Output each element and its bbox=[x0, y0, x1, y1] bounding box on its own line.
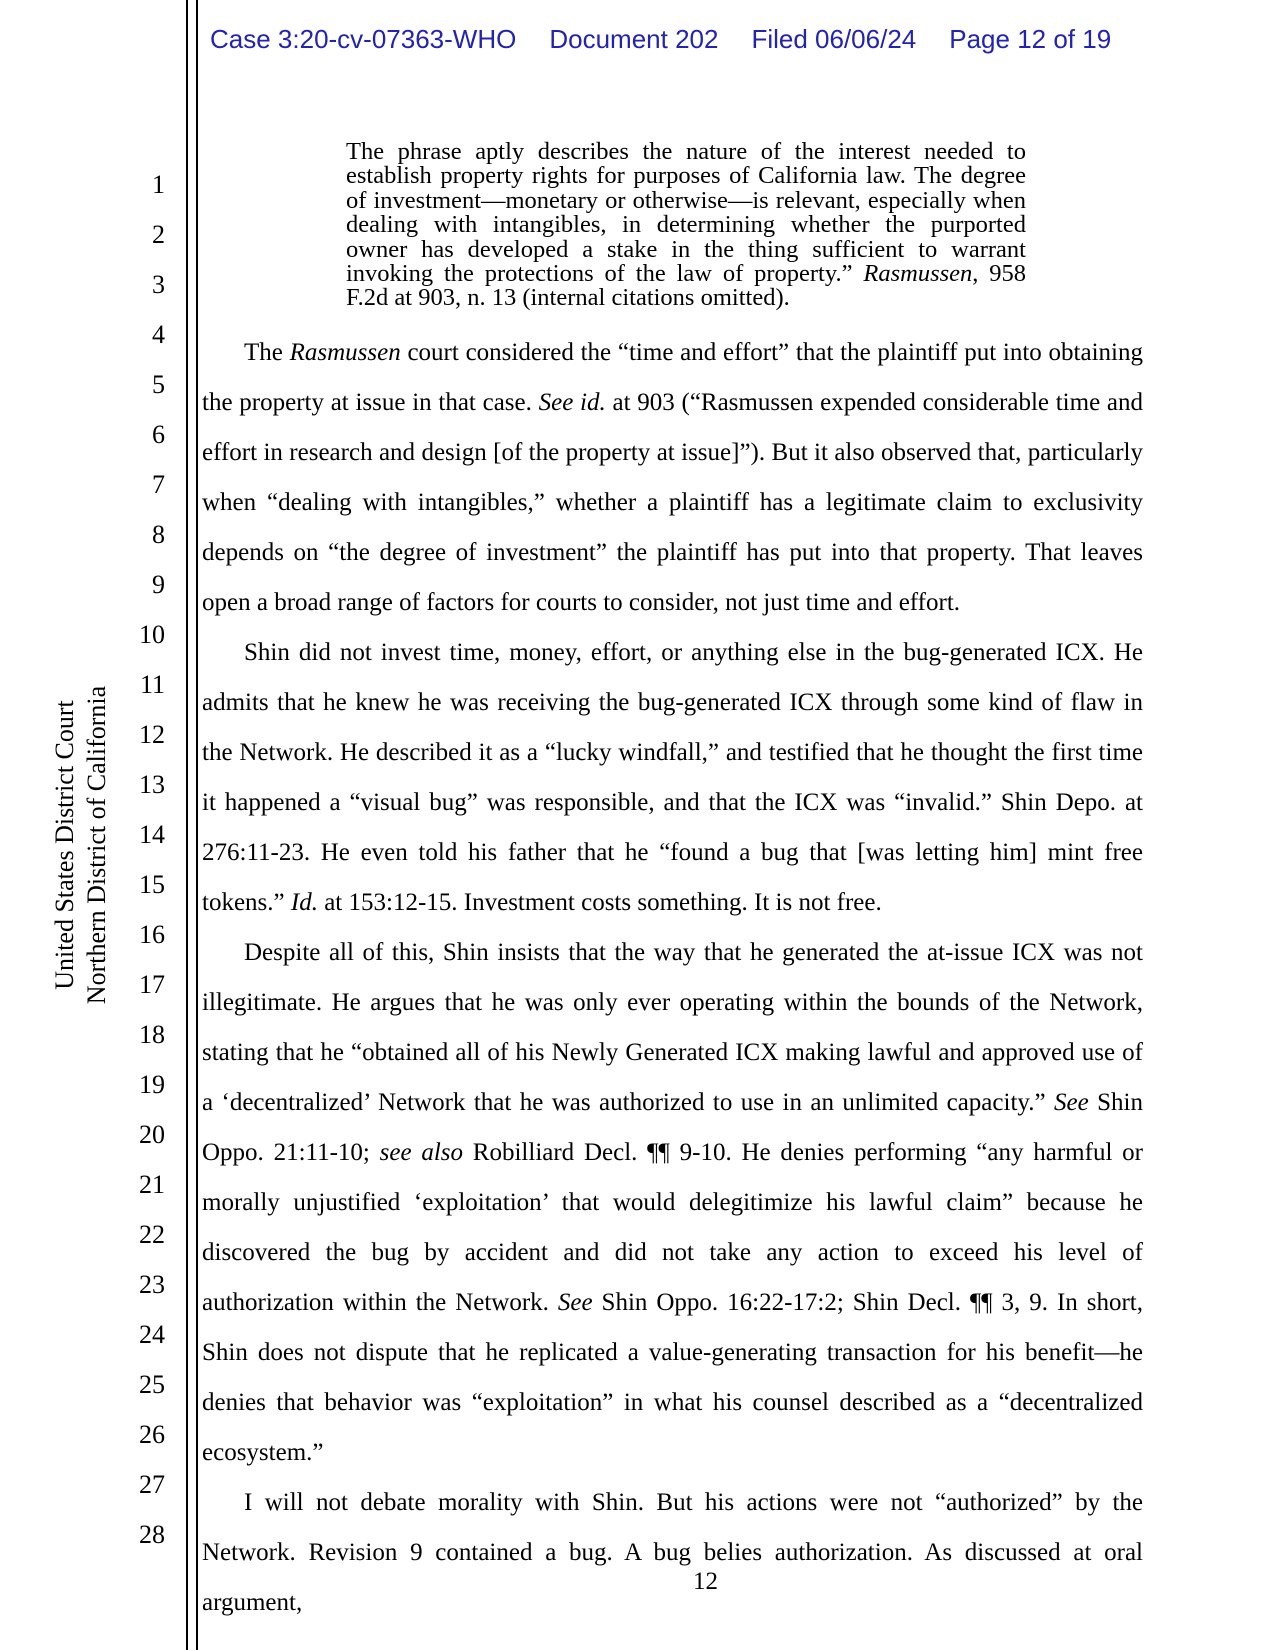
line-number: 22 bbox=[139, 1220, 165, 1249]
paragraph-rasmussen-court: The Rasmussen court considered the “time and effort” that the plaintiff put into obtaining the property at issue in that case. See id. at 903 (“Rasmussen expended considerable time and effort in research and design [of the property at issue]”). But it also observed that, particularly when “dealing with intangibles,” whether a plaintiff has a legitimate claim to exclusivity depends on “the degree of investment” the plaintiff has put into that property. That leaves open a broad range of factors for courts to consider, not just time and effort. bbox=[202, 339, 1143, 616]
pleading-double-rule bbox=[186, 0, 198, 1650]
line-number: 24 bbox=[139, 1320, 165, 1349]
line-number: 4 bbox=[152, 320, 165, 349]
line-number: 1 bbox=[152, 170, 165, 199]
line-number: 7 bbox=[152, 470, 165, 499]
line-number: 18 bbox=[139, 1020, 165, 1049]
paragraph-shin-insists: Despite all of this, Shin insists that the way that he generated the at-issue ICX was not illegitimate. He argues that he was only ever operating within the bounds of the Network, stating that he “obtained all of his Newly Generated ICX making lawful and approved use of a ‘decentralized’ Network that he was authorized to use in an unlimited capacity.” See Shin Oppo. 21:11-10; see also Robilliard Decl. ¶¶ 9-10. He denies performing “any harmful or morally unjustified ‘exploitation’ that would delegitimize his lawful claim” because he discovered the bug by accident and did not take any action to exceed his level of authorization within the Network. See Shin Oppo. 16:22-17:2; Shin Decl. ¶¶ 3, 9. In short, Shin does not dispute that he replicated a value-generating transaction for his benefit—he denies that behavior was “exploitation” in what his counsel described as a “decentralized ecosystem.” bbox=[202, 939, 1143, 1466]
paragraph-shin-no-investment: Shin did not invest time, money, effort, or anything else in the bug-generated ICX. He admits that he knew he was receiving the bug-generated ICX through some kind of flaw in the Network. He described it as a “lucky windfall,” and testified that he thought the first time it happened a “visual bug” was responsible, and that the ICX was “invalid.” Shin Depo. at 276:11-23. He even told his father that he “found a bug that [was letting him] mint free tokens.” Id. at 153:12-15. Investment costs something. It is not free. bbox=[202, 639, 1143, 916]
line-number: 5 bbox=[152, 370, 165, 399]
header-page-count: Page 12 of 19 bbox=[949, 24, 1112, 54]
line-number: 6 bbox=[152, 420, 165, 449]
line-number: 23 bbox=[139, 1270, 165, 1299]
document-header bbox=[210, 24, 1144, 55]
line-number: 19 bbox=[139, 1070, 165, 1099]
court-stamp-line2: Northern District of California bbox=[82, 685, 111, 1005]
line-number: 26 bbox=[139, 1420, 165, 1449]
line-number-gutter bbox=[110, 160, 165, 1560]
line-number: 13 bbox=[139, 770, 165, 799]
line-number: 21 bbox=[139, 1170, 165, 1199]
paragraph-morality: I will not debate morality with Shin. But his actions were not “authorized” by the Network. Revision 9 contained a bug. A bug belies authorization. As discussed at oral argument, bbox=[202, 1489, 1143, 1616]
line-number: 14 bbox=[139, 820, 165, 849]
line-number: 20 bbox=[139, 1120, 165, 1149]
line-number: 17 bbox=[139, 970, 165, 999]
court-stamp-text bbox=[49, 686, 113, 1004]
page-number: 12 bbox=[693, 1568, 718, 1595]
line-number: 12 bbox=[139, 720, 165, 749]
block-quote: The phrase aptly describes the nature of the interest needed to establish property rights for purposes of California law. The degree of investment—monetary or otherwise—is relevant, especially when dealing with intangibles, in determining whether the purported owner has developed a stake in the thing sufficient to warrant invoking the protections of the law of property.” Rasmussen, 958 F.2d at 903, n. 13 (internal citations omitted). bbox=[346, 138, 1027, 312]
line-number: 2 bbox=[152, 220, 165, 249]
line-number: 25 bbox=[139, 1370, 165, 1399]
court-stamp-line1: United States District Court bbox=[50, 700, 79, 990]
line-number: 8 bbox=[152, 520, 165, 549]
header-filed-date: Filed 06/06/24 bbox=[751, 24, 917, 54]
line-number: 28 bbox=[139, 1520, 165, 1549]
header-case-number: Case 3:20-cv-07363-WHO bbox=[210, 24, 517, 54]
line-number: 27 bbox=[139, 1470, 165, 1499]
line-number: 15 bbox=[139, 870, 165, 899]
line-number: 3 bbox=[152, 270, 165, 299]
line-number: 16 bbox=[139, 920, 165, 949]
header-document-number: Document 202 bbox=[549, 24, 719, 54]
opinion-body bbox=[202, 328, 1143, 1628]
line-number: 11 bbox=[139, 670, 165, 699]
line-number: 10 bbox=[139, 620, 165, 649]
line-number: 9 bbox=[152, 570, 165, 599]
